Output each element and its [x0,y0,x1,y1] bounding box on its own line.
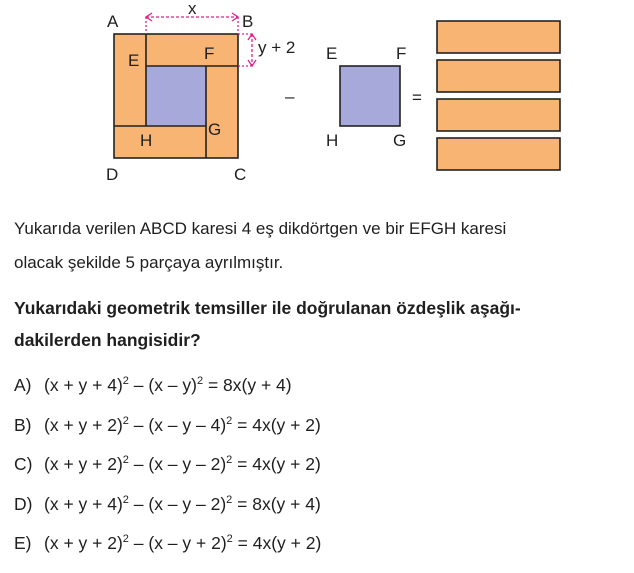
standalone-square-efgh [340,66,400,126]
answer-option[interactable] [14,414,321,436]
option-exponent-1: 2 [122,375,129,387]
option-exponent-2: 2 [196,375,204,387]
option-exponent-2: 2 [226,415,233,427]
option-rhs: = 4x(y + 2) [232,533,322,553]
option-rhs: = 8x(y + 4) [232,494,321,514]
option-exponent-2: 2 [226,494,233,506]
option-letter: C) [14,454,33,474]
description-line-2: olacak şekilde 5 parçaya ayrılmıştır. [14,253,284,272]
stack-rectangle [437,99,560,131]
option-rhs: = 8x(y + 4) [203,375,292,395]
option-rhs: = 4x(y + 2) [232,415,321,435]
option-letter: D) [14,494,33,514]
label-b: B [242,12,254,31]
option-term-2: – (x – y – 2) [128,494,227,514]
minus-sign: – [285,87,295,106]
option-letter: B) [14,415,32,435]
description-line-1: Yukarıda verilen ABCD karesi 4 eş dikdörtgen ve bir EFGH karesi [14,219,507,238]
answer-option[interactable] [14,374,292,396]
inner-label-e: E [326,44,338,63]
option-term-2: – (x – y + 2) [128,533,227,553]
question-line-1: Yukarıdaki geometrik temsiller ile doğrulanan özdeşlik aşağı- [14,298,521,318]
option-exponent-2: 2 [226,533,233,545]
label-h: H [140,131,153,150]
stack-rectangle [437,60,560,92]
option-exponent-1: 2 [122,415,129,427]
rectangle-stack [437,21,560,170]
label-f: F [204,44,215,63]
option-exponent-2: 2 [226,454,233,466]
stack-rectangle [437,138,560,170]
option-exponent-1: 2 [122,533,129,545]
left-rectangle [114,66,146,126]
stack-rectangle [437,21,560,53]
option-term-1: (x + y + 2) [44,454,123,474]
label-dim-x: x [188,0,197,18]
option-rhs: = 4x(y + 2) [232,454,321,474]
answer-option[interactable] [14,532,321,554]
label-d: D [106,165,119,184]
option-term-1: (x + y + 4) [44,375,123,395]
option-letter: A) [14,375,32,395]
inner-square-efgh [146,66,206,126]
option-exponent-1: 2 [122,454,129,466]
question-line-2: dakilerden hangisidir? [14,330,201,350]
geometry-figure [0,0,634,200]
option-term-1: (x + y + 2) [44,533,123,553]
option-term-1: (x + y + 2) [44,415,123,435]
answer-option[interactable] [14,453,321,475]
y-dimension [238,34,256,66]
inner-label-h: H [326,131,339,150]
label-e: E [128,51,140,70]
option-term-2: – (x – y – 2) [128,454,227,474]
label-dim-y: y + 2 [258,38,296,57]
equals-sign: = [412,88,422,107]
option-term-2: – (x – y – 4) [128,415,227,435]
bottom-rectangle [114,126,206,158]
option-exponent-1: 2 [122,494,129,506]
answer-option[interactable] [14,493,321,515]
right-rectangle [206,66,238,158]
option-term-1: (x + y + 4) [44,494,123,514]
option-term-2: – (x – y) [128,375,197,395]
option-letter: E) [14,533,32,553]
inner-label-g: G [393,131,407,150]
inner-label-f: F [396,44,407,63]
label-c: C [234,165,247,184]
label-g: G [208,120,222,139]
label-a: A [107,12,119,31]
